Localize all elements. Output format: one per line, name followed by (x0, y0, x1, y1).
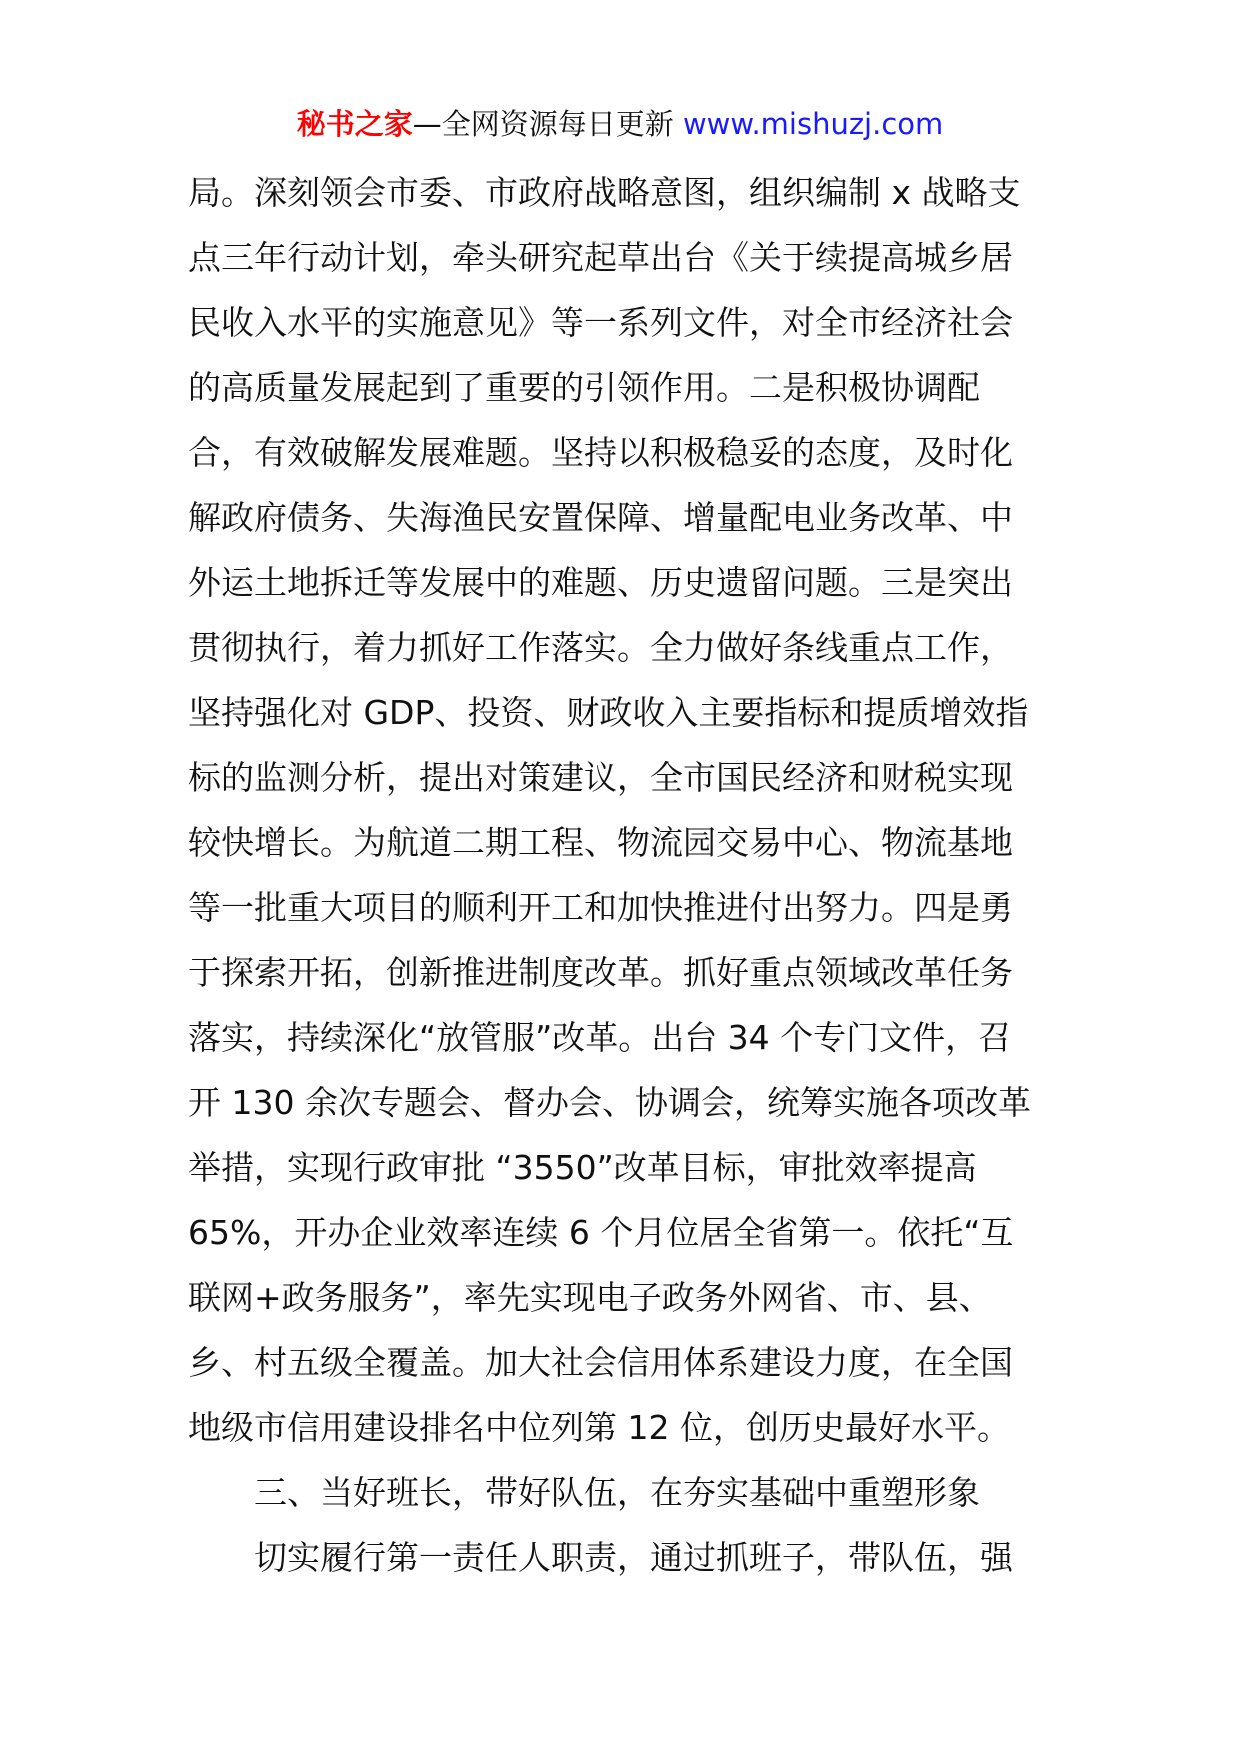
text-line: 于探索开拓，创新推进制度改革。抓好重点领域改革任务 (188, 953, 1013, 992)
text-line: 贯彻执行，着力抓好工作落实。全力做好条线重点工作， (188, 628, 1013, 667)
text-line: 等一批重大项目的顺利开工和加快推进付出努力。四是勇 (188, 888, 1013, 927)
header-tagline: —全网资源每日更新 (412, 107, 674, 141)
text-line: 联网+政务服务”，率先实现电子政务外网省、市、县、 (188, 1278, 992, 1317)
text-line: 开 130 余次专题会、督办会、协调会，统筹实施各项改革 (188, 1083, 1031, 1122)
text-line: 65%，开办企业效率连续 6 个月位居全省第一。依托“互 (188, 1213, 1014, 1252)
text-line: 的高质量发展起到了重要的引领作用。二是积极协调配 (188, 368, 980, 407)
text-line: 地级市信用建设排名中位列第 12 位，创历史最好水平。 (188, 1408, 1010, 1447)
site-url-link[interactable]: www.mishuzj.com (682, 107, 944, 141)
text-line: 合，有效破解发展难题。坚持以积极稳妥的态度，及时化 (188, 433, 1013, 472)
brand-name: 秘书之家 (296, 107, 413, 141)
text-line: 解政府债务、失海渔民安置保障、增量配电业务改革、中 (188, 498, 1013, 537)
text-line: 局。深刻领会市委、市政府战略意图，组织编制 x 战略支 (188, 173, 1021, 212)
paragraph-first-line: 切实履行第一责任人职责，通过抓班子，带队伍，强 (254, 1538, 1013, 1577)
page-header (0, 100, 1240, 148)
text-line: 外运土地拆迁等发展中的难题、历史遗留问题。三是突出 (188, 563, 1013, 602)
text-line: 举措，实现行政审批 “3550”改革目标，审批效率提高 (188, 1148, 977, 1187)
document-body (188, 160, 1068, 1590)
text-line: 标的监测分析，提出对策建议，全市国民经济和财税实现 (188, 758, 1013, 797)
text-line: 点三年行动计划，牵头研究起草出台《关于续提高城乡居 (188, 238, 1013, 277)
text-line: 民收入水平的实施意见》等一系列文件，对全市经济社会 (188, 303, 1013, 342)
text-line: 坚持强化对 GDP、投资、财政收入主要指标和提质增效指 (188, 693, 1029, 732)
text-line: 较快增长。为航道二期工程、物流园交易中心、物流基地 (188, 823, 1013, 862)
text-line: 乡、村五级全覆盖。加大社会信用体系建设力度，在全国 (188, 1343, 1013, 1382)
text-line: 落实，持续深化“放管服”改革。出台 34 个专门文件，召 (188, 1018, 1012, 1057)
section-heading: 三、当好班长，带好队伍，在夯实基础中重塑形象 (254, 1473, 980, 1512)
